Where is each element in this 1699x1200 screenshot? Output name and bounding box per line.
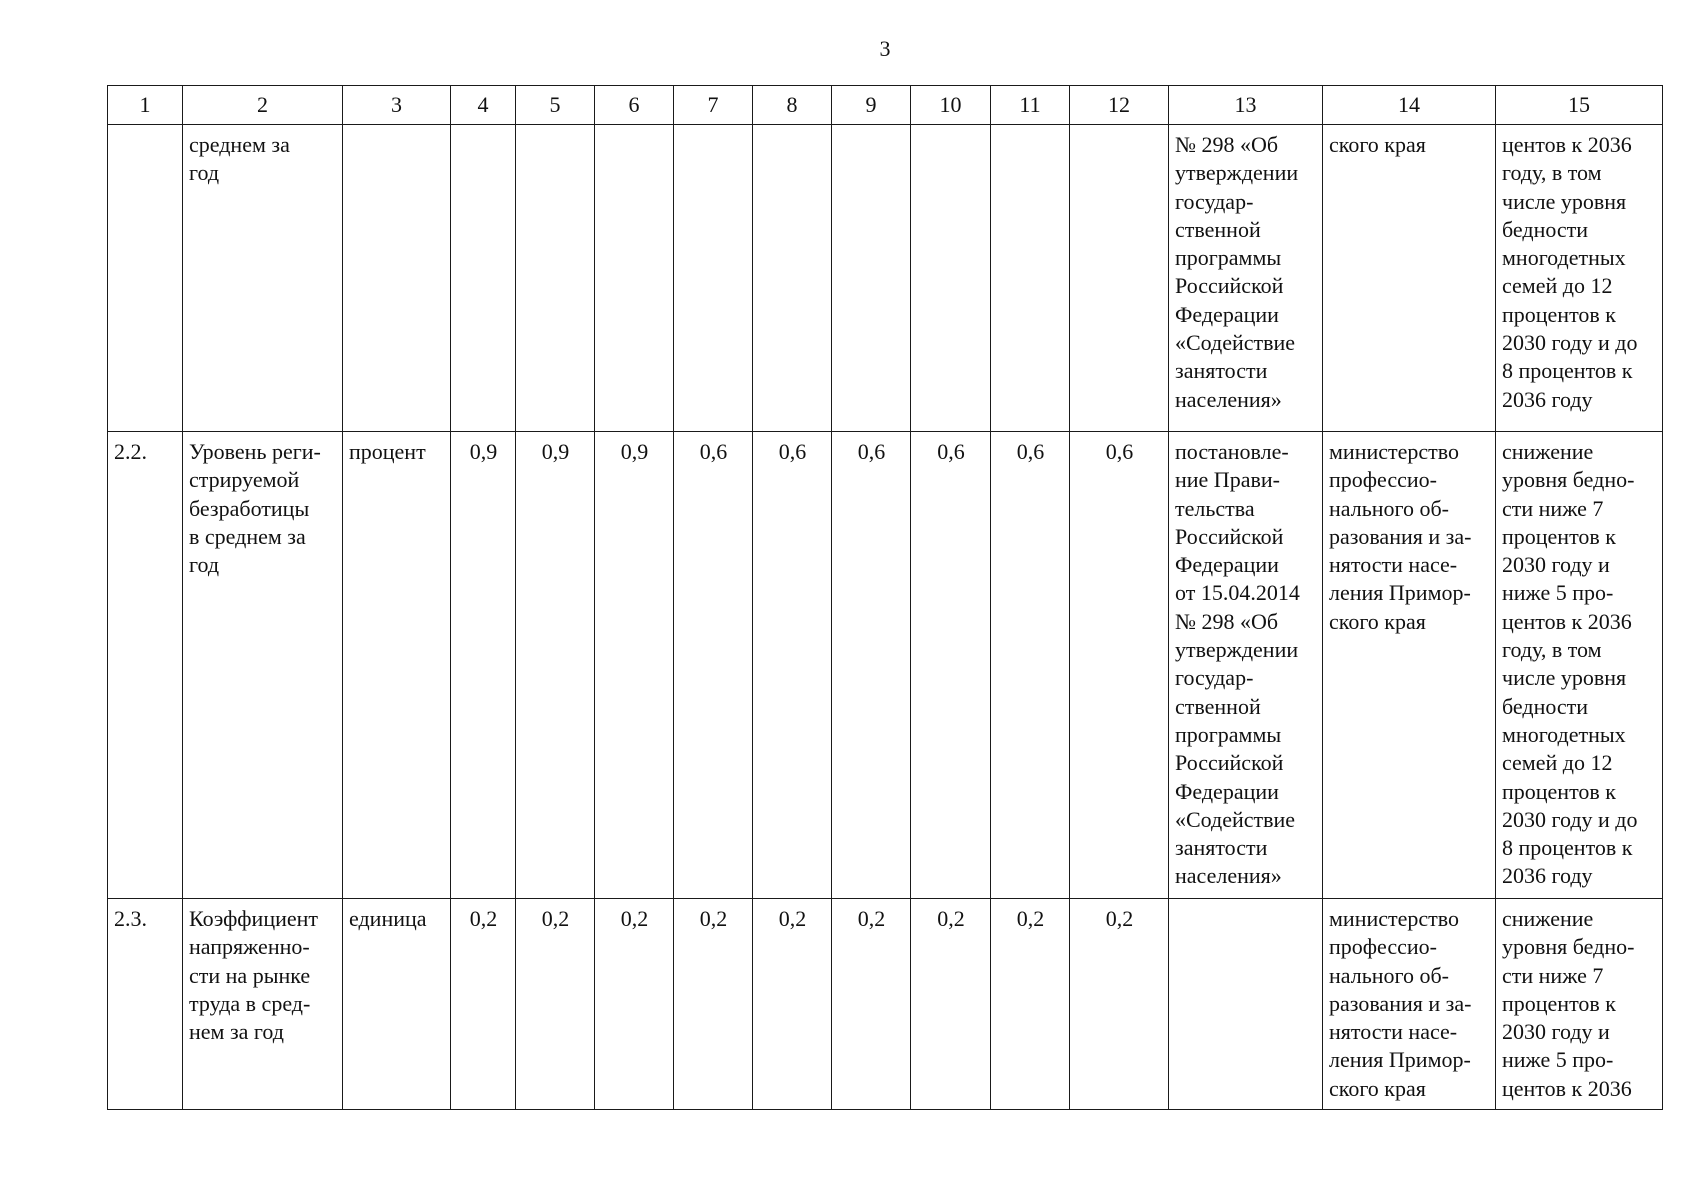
column-number: 3 [343, 86, 451, 125]
column-number: 9 [832, 86, 911, 125]
goal-cell: центов к 2036 году, в том числе уровня бедности многодетных семей до 12 процентов к 2030 году и до 8 процентов к 2036 году [1496, 125, 1663, 432]
column-number: 4 [451, 86, 516, 125]
column-number: 6 [595, 86, 674, 125]
indicators-table [107, 85, 1663, 1110]
page-number: 3 [879, 36, 891, 61]
column-number: 5 [516, 86, 595, 125]
document-cell: постановле- ние Прави- тельства Российской Федерации от 15.04.2014 № 298 «Об утверждении государ- ственной программы Российской Федерации «Содействие занятости населения» [1169, 432, 1323, 899]
responsible-cell: министерство профессио- нального об- разования и за- нятости насе- ления Примор- ского края [1323, 899, 1496, 1110]
value-cell [911, 125, 991, 432]
value-cell: 0,2 [595, 899, 674, 1110]
value-cell: 0,6 [1070, 432, 1169, 899]
unit-cell: единица [343, 899, 451, 1110]
value-cell: 0,2 [451, 899, 516, 1110]
value-cell [832, 125, 911, 432]
table-row [108, 432, 1663, 899]
value-cell: 0,6 [832, 432, 911, 899]
value-cell: 0,9 [516, 432, 595, 899]
table-row [108, 899, 1663, 1110]
value-cell: 0,2 [753, 899, 832, 1110]
value-cell: 0,6 [991, 432, 1070, 899]
unit-cell [343, 125, 451, 432]
value-cell [753, 125, 832, 432]
value-cell: 0,6 [911, 432, 991, 899]
row-number-cell: 2.3. [108, 899, 183, 1110]
value-cell [1070, 125, 1169, 432]
table-row [108, 125, 1663, 432]
column-number: 2 [183, 86, 343, 125]
column-number: 14 [1323, 86, 1496, 125]
row-number-cell [108, 125, 183, 432]
value-cell: 0,2 [911, 899, 991, 1110]
column-number: 10 [911, 86, 991, 125]
document-cell [1169, 899, 1323, 1110]
document-cell: № 298 «Об утверждении государ- ственной программы Российской Федерации «Содействие занятости населения» [1169, 125, 1323, 432]
value-cell: 0,2 [1070, 899, 1169, 1110]
column-number: 8 [753, 86, 832, 125]
responsible-cell: ского края [1323, 125, 1496, 432]
goal-cell: снижение уровня бедно- сти ниже 7 процентов к 2030 году и ниже 5 про- центов к 2036 [1496, 899, 1663, 1110]
value-cell [674, 125, 753, 432]
value-cell: 0,6 [753, 432, 832, 899]
value-cell [516, 125, 595, 432]
indicator-name-cell: Коэффициент напряженно- сти на рынке труда в сред- нем за год [183, 899, 343, 1110]
column-number: 13 [1169, 86, 1323, 125]
value-cell: 0,9 [451, 432, 516, 899]
value-cell: 0,2 [516, 899, 595, 1110]
column-number-row [108, 86, 1663, 125]
row-number-cell: 2.2. [108, 432, 183, 899]
indicator-name-cell: среднем за год [183, 125, 343, 432]
column-number: 12 [1070, 86, 1169, 125]
value-cell [451, 125, 516, 432]
column-number: 11 [991, 86, 1070, 125]
value-cell: 0,2 [832, 899, 911, 1110]
column-number: 1 [108, 86, 183, 125]
value-cell: 0,6 [674, 432, 753, 899]
responsible-cell: министерство профессио- нального об- разования и за- нятости насе- ления Примор- ского края [1323, 432, 1496, 899]
column-number: 15 [1496, 86, 1663, 125]
unit-cell: процент [343, 432, 451, 899]
value-cell: 0,2 [674, 899, 753, 1110]
column-number: 7 [674, 86, 753, 125]
indicator-name-cell: Уровень реги- стрируемой безработицы в среднем за год [183, 432, 343, 899]
value-cell: 0,2 [991, 899, 1070, 1110]
value-cell: 0,9 [595, 432, 674, 899]
value-cell [595, 125, 674, 432]
value-cell [991, 125, 1070, 432]
goal-cell: снижение уровня бедно- сти ниже 7 процентов к 2030 году и ниже 5 про- центов к 2036 году, в том числе уровня бедности многодетных семей до 12 процентов к 2030 году и до 8 процентов к 2036 году [1496, 432, 1663, 899]
